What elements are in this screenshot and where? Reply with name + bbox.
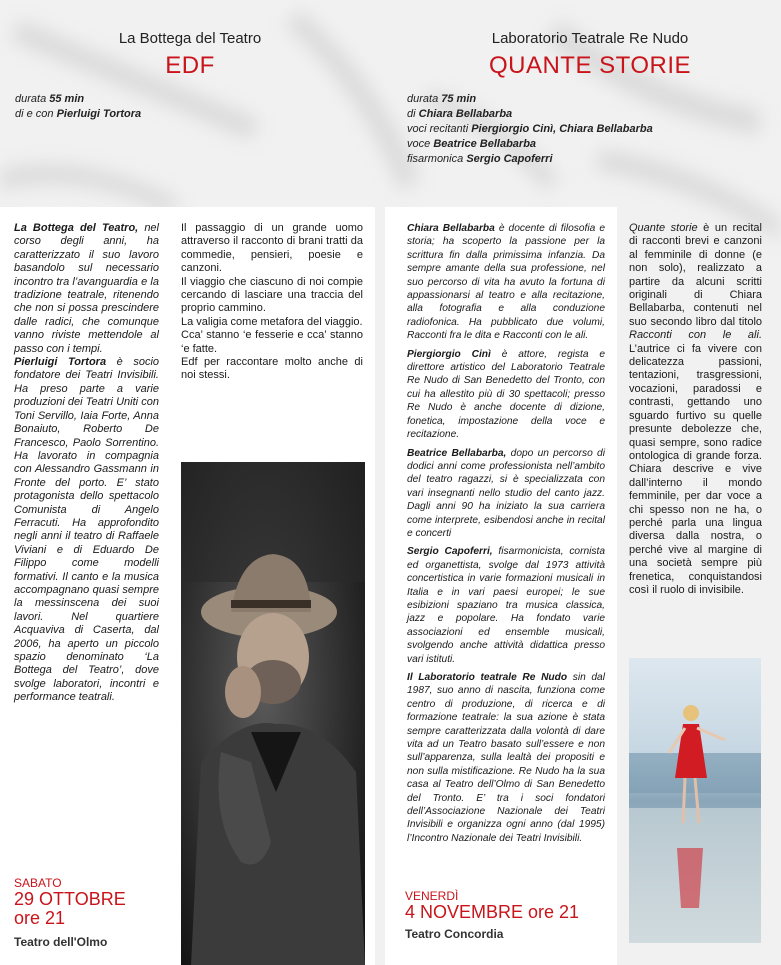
bottega-name: La Bottega del Teatro, (14, 222, 139, 234)
date-day: VENERDÌ (405, 889, 459, 903)
bio-name: Il Laboratorio teatrale Re Nudo (407, 672, 568, 683)
right-title: QUANTE STORIE (488, 52, 692, 79)
date-time: ore 21 (14, 908, 66, 928)
book-title: Racconti con le ali. (629, 329, 762, 342)
bio-name: Piergiorgio Cinì (407, 348, 491, 360)
bio-text: fisarmonicista, cornista ed organettista, svolge dal 1973 attività concertistica in varie formazioni musicali in Italia e in vari paesi europei; le sue esibizioni spaziano tra musica classica, jazz e popolare. Ha fondato varie associazioni ed ensemble musicali, svolgendo anche attività didattica presso vari istituti. (407, 546, 605, 665)
synopsis-text: è un recital di racconti brevi e canzoni al femminile di donne (e non solo), realizzato a partire da alcuni scritti originali di Chiara Bellabarba, contenuti nel suo secondo libro dal titolo (629, 222, 762, 328)
voice-name: Beatrice Bellabarba (433, 138, 537, 150)
venue: Teatro dell'Olmo (14, 935, 108, 949)
bio-name: Sergio Capoferri, (407, 546, 493, 558)
bottega-text: nel corso degli anni, ha caratterizzato il suo lavoro basandolo sul necessario incontro tra l’avanguardia e la tradizione teatrale, ritenendo che non si possa prescindere dalle radici, che comunque vanno riviste mettendole al passo con i tempi. (14, 222, 159, 355)
duration-value: 55 min (49, 93, 85, 105)
synopsis-line: Edf per raccontare molto anche di noi stessi. (181, 356, 363, 382)
left-title: EDF (165, 52, 215, 79)
credit-label: di e con (15, 108, 54, 120)
synopsis-line: Cca’ stanno ‘e fesserie e cca’ stanno ‘e fatte. (181, 329, 363, 355)
left-column-1 (14, 222, 159, 705)
bio-text: è docente di filosofia e storia; ha scoperto la passione per la scrittura fin dalla primissima infanzia. Da sempre amante della sua professione, nel suo percorso di vita ha avuto la fortuna di appassionarsi al teatro e alla recitazione, alla fotografia e alla conduzione radiofonica. Ha pubblicato due volumi, Racconti fra le dita e Racconti con le ali. (407, 223, 605, 342)
bio-text: dopo un percorso di dodici anni come professionista nell’ambito del teatro ragazzi, si è specializzata con vari insegnanti nello studio del canto jazz. Dagli anni 90 ha iniziato la sua carriera come interprete, esibendosi anche in recital e concerti (407, 447, 605, 539)
actress-photo (629, 658, 761, 943)
bio-name: Chiara Bellabarba (407, 223, 495, 234)
voices-names: Piergiorgio Cinì, Chiara Bellabarba (471, 123, 653, 135)
actor-photo (181, 462, 365, 965)
duration-label: durata (15, 93, 47, 105)
date-main: 29 OTTOBRE (14, 889, 126, 909)
director-name: Chiara Bellabarba (418, 108, 513, 120)
show-title-italic: Quante storie (629, 222, 698, 234)
synopsis-text: L’autrice ci fa vivere con delicatezza passioni, tentazioni, trasgressioni, vocazioni, paradossi e contrasti, gettando uno sguardo furtivo su quelle presunte debolezze che, quasi sempre, sono radice ontologica di grande forza. Chiara descrive e vive dall’interno il mondo femminile, per dar voce a chi spesso non ne ha, o perché parla una lingua diversa dalla nostra, o perché vive al margine di una società sempre più frenetica, conquistandosi così il ruolo di invisibile. (629, 342, 762, 596)
bio-name: Beatrice Bellabarba, (407, 447, 507, 459)
synopsis-line: Il passaggio di un grande uomo attraverso il racconto di brani tratti da commedie, pensieri, poesie e canzoni. (181, 222, 363, 275)
bio-text: sin dal 1987, suo anno di nascita, funziona come centro di produzione, di ricerca e di formazione teatrale: la sua azione è stata sempre caratterizzata dalla volontà di dare vita ad un Teatro basato sull’essere e non sull’apparenza, sulla lealtà dei propositi e non sulla mistificazione. Re Nudo ha la sua casa al Teatro dell’Olmo di San Benedetto del Tronto. E’ tra i soci fondatori dell’Associazione Nazionale dei Teatri Invisibili e organizza ogni anno (dal 1995) l’Incontro Nazionale dei Teatri Invisibili. (407, 672, 605, 844)
duration-value: 75 min (441, 93, 477, 105)
tortora-name: Pierluigi Tortora (14, 356, 107, 369)
right-bios (407, 222, 605, 850)
left-date (14, 876, 126, 949)
right-date (405, 889, 579, 941)
bio-text: è attore, regista e direttore artistico del Laboratorio Teatrale Re Nudo di San Benedetto del Tronto, con cui ha allestito più di 30 spettacoli; presso Re Nudo è anche docente di dizione, fonetica, impostazione della voce e recitazione. (407, 348, 605, 441)
left-column-2 (181, 222, 363, 383)
date-day: SABATO (14, 876, 62, 890)
right-producer: Laboratorio Teatrale Re Nudo (491, 30, 689, 47)
right-synopsis (629, 222, 762, 597)
right-credits: durata 75 min di Chiara Bellabarba voci recitanti Piergiorgio Cinì, Chiara Bellabarba voce Beatrice Bellabarba fisarmonica Sergio Capoferri (407, 93, 653, 165)
synopsis-line: Il viaggio che ciascuno di noi compie cercando di lasciare una traccia del proprio cammino. (181, 275, 363, 315)
credit-name: Pierluigi Tortora (56, 108, 142, 120)
date-main: 4 NOVEMBRE ore 21 (405, 902, 580, 922)
left-credits (15, 92, 295, 122)
accordion-name: Sergio Capoferri (466, 153, 553, 165)
synopsis-line: La valigia come metafora del viaggio. (181, 315, 363, 328)
tortora-text: è socio fondatore dei Teatri Invisibili. Ha preso parte a varie produzioni dei Teatri Uniti con Toni Servillo, Iaia Forte, Anna Bonaiuto, Roberto De Francesco, Paolo Sorrentino. Ha lavorato in compagnia con Alessandro Gassmann in Fronte del porto. E’ stato protagonista dello spettacolo Comunista di Angelo Ferracuti. Ha approfondito negli anni il teatro di Raffaele Viviani e di Eduardo De Filippo come modelli formativi. Il canto e la musica accompagnano quasi sempre la messinscena dei suoi lavori. Nel quartiere Acquaviva di Caserta, dal 2006, ha aperto un piccolo spazio denominato ‘La Bottega del Teatro’, dove svolge laboratori, incontri e performance teatrali. (14, 356, 160, 704)
venue: Teatro Concordia (405, 927, 504, 941)
left-producer: La Bottega del Teatro (118, 30, 262, 47)
